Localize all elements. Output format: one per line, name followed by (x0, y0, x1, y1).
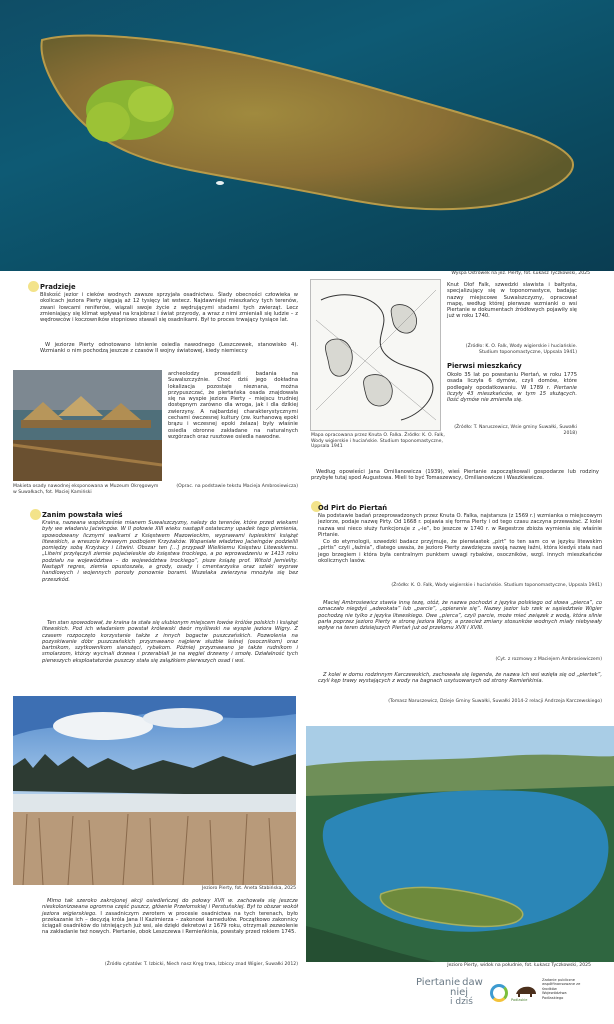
od-pirt-source-3: (Tomasz Naruszewicz, Dzieje Gminy Suwałki, Suwałki 2014-2 relacji Andrzeja Karczewskiego) (388, 699, 602, 704)
forest-paragraph: Mimo tak szeroko zakrojonej akcji osiedleńczej do połowy XVII w. zachowała się jeszcze nieskolonizowana ogromna część puszcz, głównie Przełomskiej i Perstuńskiej. Był to obszar wokół jeziora wigierskiego. I zasadniczym zwrotem w procesie osadnictwa na tych terenach, było przekazanie ich – decyzją króla Jana II Kazimierza – zakonowi kamedułów. Początkowo zakonnicy ściągali osadników do istniejących już wsi, ale dzięki dekretowi z 1679 roku, otrzymali zezwolenie na zakładanie też nowych. Piertanie, obok Leszczewa i Remieńkinia, powstały przed rokiem 1745. (42, 898, 298, 936)
pierwsi-after-paragraph: Według opowieści Jana Omilianowicza (1939), wieś Piertanie zapoczątkowali gospodarze lub rodziny przybyłe tutaj spod Augustowa. Mieli to być Tomaszewscy, Omilianowicze i Waszkiewicze. (311, 469, 599, 482)
map-caption: Mapa opracowana przez Knuta O. Falka. Źródło: K. O. Falk, Wody wigierskie i huciańskie. Studium toponomastyczne, Uppsala 1941 (311, 433, 445, 450)
zanim-paragraph-1: Kraina, nazwana współcześnie mianem Suwalszczyzny, należy do terenów, które przed wiekami były we władaniu Jaćwingów. W II połowie XIII wieku nastąpił ostateczny upadek tego plemienia, spowodowany licznymi walkami z Księstwem Mazowieckim, wyprawami łupieskimi książąt litewskich, a wreszcie krwawym podbojem Krzyżaków. Wspaniałe władztwo Jaćwingów podzielili pomiędzy sobą Krzyżacy i Litwini. Obszar ten […] przypadł Wielkiemu Księstwu Litewskiemu. „Litwini przyłączyli ziemie pojaćwieskie do księstwa trockiego, a po wprowadzeniu w 1413 roku podziału na województwa – do województwa trockiego”, pisze książę prof. Witold Jemielity. Nastąpił regres, ziemia opustoszała, a grody, osady i cmentarzyska oraz szlaki wypraw handlowych i wojennych porosły ponownie borami. Wszelaka zwierzyna mnożyła się bez przeszkód. (42, 520, 298, 583)
pradzieje-source: (Oprac. na podstawie tekstu Macieja Ambrosiewicza) (176, 484, 298, 489)
museum-model-photo (13, 370, 162, 481)
falk-map (310, 279, 441, 431)
hero-caption: Wyspa Ostrówek na jez. Pierty, fot. Łukasz Tyczkowski, 2025 (451, 271, 590, 276)
piertanie-logo: Piertanie daw niej i dziś (416, 977, 483, 1007)
falk-paragraph: Knut Olof Falk, szwedzki slawista i bałtysta, specjalizujący się w toponomastyce, badając nazwy miejscowe Suwalszczyzny, opracował mapę, według której pierwsze wzmianki o wsi Piertanie w dokumentach źródłowych pojawiły się już w roku 1740. (447, 282, 577, 320)
heading-highlight (28, 281, 39, 292)
od-pirt-heading: Od Pirt do Piertań (318, 504, 388, 512)
museum-caption: Makieta osady nawodnej eksponowana w Muzeum Okręgowym w Suwałkach, fot. Maciej Kamiński (13, 484, 159, 495)
pierwsi-paragraph: Około 35 lat po powstaniu Piertań, w roku 1775 osada liczyła 6 dymów, czyli domów, które podlegały opodatkowaniu. W 1789 r. Piertanie liczyły 43 mieszkańców, w tym 15 służących. Ilość dymów nie zmieniła się. (447, 372, 577, 404)
pradzieje-heading: Pradzieje (40, 283, 76, 291)
heading-highlight (30, 509, 41, 520)
od-pirt-source-1: (Źródło: K. O. Falk, Wody wigierskie i huciańskie. Studium toponomastyczne, Uppsala 1941) (391, 583, 602, 588)
pradzieje-paragraph-1: Bliskość jezior i cieków wodnych zawsze sprzyjała osadnictwu. Ślady obecności człowieka w okolicach jeziora Pierty sięgają aż 12 tysięcy lat wstecz. Najdawniejsi mieszkańcy tych terenów, zwani łowcami reniferów, wiązali swoje życie z wędrującymi stadami tych zwierząt. Lecz zmieniający się klimat wpływał na krajobraz i świat przyrody, a wraz z nimi zmieniali się ludzie – z wędrowców i koczowników stopniowo stawali się osadnikami. Był to proces trwający tysiące lat. (40, 292, 298, 324)
podlaskie-logo (514, 983, 538, 997)
zanim-heading: Zanim powstała wieś (42, 511, 123, 519)
od-pirt-paragraph-3: Maciej Ambrosiewicz stawia inną tezę, otóż, że nazwa pochodzi z języka polskiego od słowa „pierca”, co oznaczało niegdyś „adwokata” lub „parcie”, „opieranie się”. Nazwy jezior lub rzek w sąsiedztwie Wigier pochodzą nie tylko z języka litewskiego. Owe „pierca”, czyli parcie, może mieć związek z wodą, która silnie parła poprzez jezioro Pierty w stronę jeziora Wigry, a przecież zmiany stosunków wodnych miały niebywały wpływ na teren dzisiejszych Piertań już od przełomu XVII i XVIII. (318, 600, 602, 632)
od-pirt-paragraph-4: Z kolei w domu rodzinnym Karczewskich, zachowała się legenda, że nazwa ich wsi wzięła się od „piertek”, czyli kęp trawy wystających z wody na bagnach usytuowanych od strony Remieńkinia. (318, 672, 602, 685)
od-pirt-paragraph-2: Co do etymologii, szwedzki badacz przyjmuje, że pierwiastek „pirt” to ten sam co w języku litewskim „pirtis” czyli „łaźnia”, dlatego uważa, że jezioro Pierty zawdzięcza swoją nazwę łaźni, która kiedyś stała nad jego brzegiem i która była centralnym punktem uwagi rybaków, osoczników, wzgl. innych mieszkańców okolicznych lasów. (318, 539, 602, 564)
falk-source: (Źródło: K. O. Falk, Wody wigierskie i huciańskie. Studium toponomastyczne, Uppsala 1941) (465, 344, 577, 355)
bison-icon (514, 984, 538, 998)
podlaskie-label: Podlaskie (511, 998, 528, 1002)
od-pirt-paragraph-1: Na podstawie badań przeprowadzonych przez Knuta O. Falka, najstarsza (z 1569 r.) wzmianka o miejscowym jeziorze, podaje nazwę Pirty. Od 1668 r. pojawia się forma Pierty i od tego czasu zaczyna przeważać. Z kolei nazwa wsi nieco służy funkcjonuje z „-ie”, bo jeszcze w 1740 r. w Regestrze zbioża wymienia się właśnie Pirtanie. (318, 513, 602, 538)
forest-source: (Źródło cytatów: T. Izbicki, Niech nasz Kręg trwa, Izbiccy znad Wigier, Suwałki 2012) (104, 962, 298, 967)
forest-caption: Jezioro Pierty, fot. Aneta Stabińska, 2025 (202, 886, 296, 891)
pierwsi-source: (Źródło: T. Naruszewicz, Wsie gminy Suwałki, Suwałki 2018) (454, 425, 577, 436)
pradzieje-paragraph-2a: W jeziorze Pierty odnotowano istnienie osiedla nawodnego (Leszczewek, stanowisko 4). Wzmianki o nim pochodzą jeszcze z czasów II wojny światowej, kiedy niemieccy (40, 342, 298, 355)
funding-note: Zadanie publiczne współfinansowane ze środków Województwa Podlaskiego (542, 978, 581, 1000)
aerial-lake-photo (306, 726, 614, 962)
island-illustration (0, 0, 614, 271)
pradzieje-paragraph-2b: archeolodzy prowadzili badania na Suwalszczyźnie. Choć dziś jego dokładna lokalizacja pozostaje nieznana, można przypuszczać, że piertańska osada znajdowała się na wyspie jeziora Pierty – miejscu trudniej dostępnym zarówno dla wroga, jak i dla dzikiej zwierzyny. A najbardziej charakterystycznymi cechami ówczesnej kultury (zw. kurhanową epoki brązu i wczesnej epoki żelaza) były właśnie osiedla obronne zakładane na naturalnych wzgórzach oraz rusztowe osiedla nawodne. (168, 371, 298, 440)
partner-emblem (490, 984, 508, 1002)
aerial-caption: Jezioro Pierty, widok na południe, fot. Łukasz Tyczkowski, 2025 (447, 963, 591, 968)
pierwsi-heading: Pierwsi mieszkańcy (447, 362, 522, 370)
hero-lake-photo (0, 0, 614, 271)
forest-lake-photo (13, 696, 296, 885)
zanim-paragraph-2: Ten stan spowodował, że kraina ta stała się ulubionym miejscem łowów królów polskich i książąt litewskich. Pod ich władaniem powstał królewski dwór myśliwski na wyspie jeziora Wigry. Z czasem rozpoczęto korzystanie także z innych bogactw puszczańskich. Pozwolenia na pozyskiwanie dóbr puszczańskich przyznawano najpierw służbie leśnej (osocznikom) oraz bartnikom, szytkownikom sianożęci, rybakom. Później przyznawano je także rudnikom i smolarzom, którzy wycinali drzewa i przerabiali je na węgiel drzewny i smołę. Działalność tych pierwszych eksploatatorów puszczy stała się zalążkiem pierwszych osad i wsi. (42, 620, 298, 664)
od-pirt-source-2: (Cyt. z rozmowy z Maciejem Ambrosiewiczem) (495, 657, 602, 662)
